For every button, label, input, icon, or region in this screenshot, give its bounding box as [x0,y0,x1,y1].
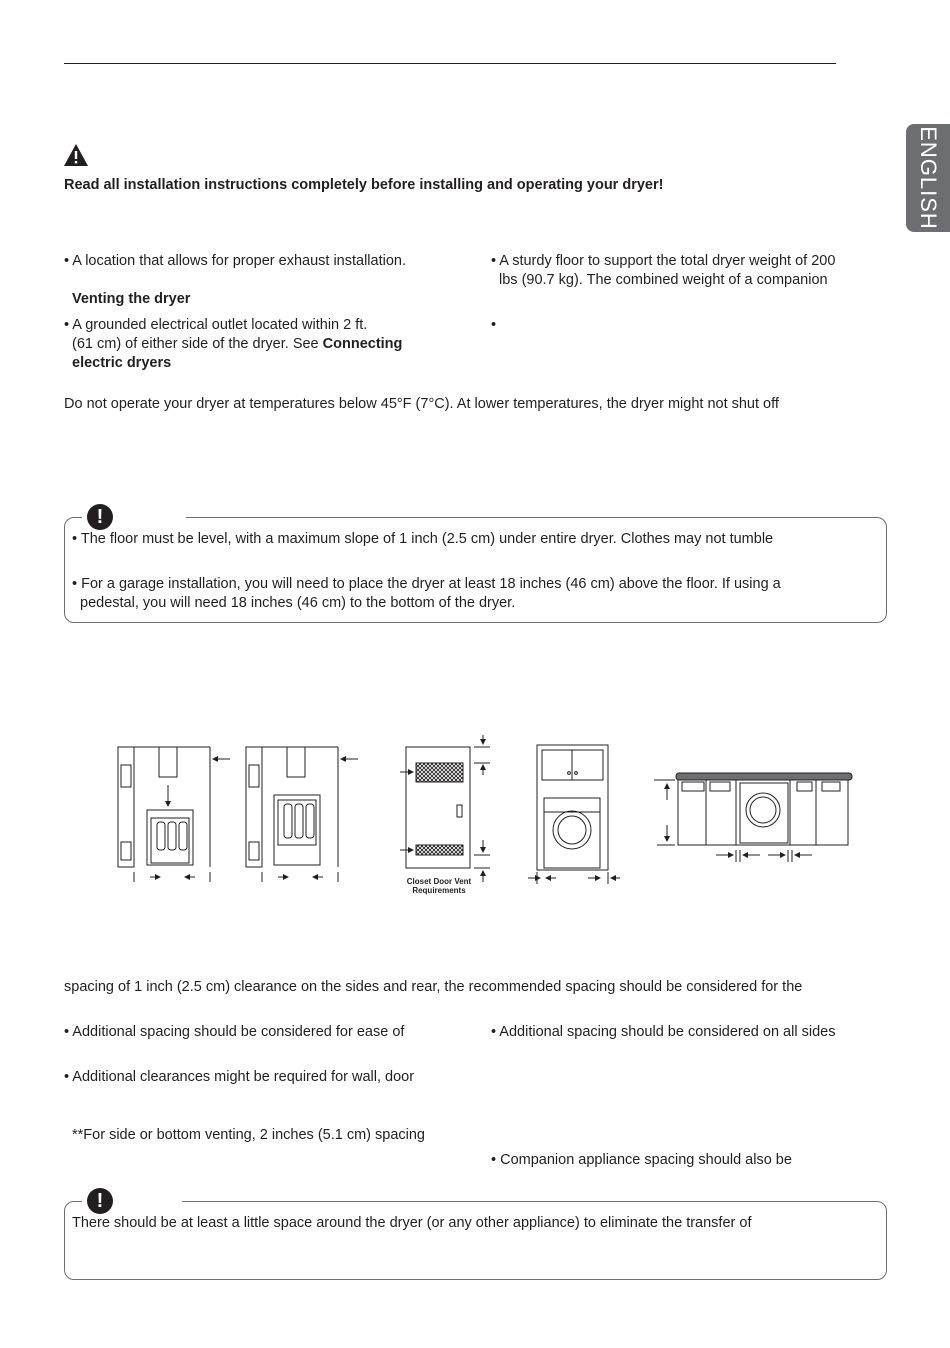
closet-door-diagram [400,735,490,882]
req-outlet-link-1: Connecting [322,336,403,352]
req-floor-line1: • A sturdy floor to support the total dryer weight of 200 [491,253,836,269]
closet-caption-2: Requirements [412,886,466,895]
spacing-left-2: • Additional clearances might be required for wall, door [64,1069,415,1085]
closet-caption-1: Closet Door Vent [406,877,472,886]
req-venting-link: Venting the dryer [72,291,191,307]
note-box-2 [64,1201,887,1280]
alcove-diagram-1 [118,747,230,882]
under-counter-diagram [654,773,852,862]
note1-line3: pedestal, you will need 18 inches (46 cm) to the bottom of the dryer. [80,595,516,611]
spacing-right-1: • Additional spacing should be considered on all sides [491,1024,836,1040]
closet-front-diagram [528,745,620,884]
spacing-left-3: **For side or bottom venting, 2 inches (5.1 cm) spacing [72,1127,425,1143]
spacing-intro: spacing of 1 inch (2.5 cm) clearance on the sides and rear, the recommended spacing should be considered for the [64,979,803,995]
req-floor-line2: lbs (90.7 kg). The combined weight of a companion [499,272,828,288]
alcove-diagram-2 [246,747,358,882]
req-outlet-line2 [72,335,402,354]
header-rule [64,63,836,64]
note1-line1: • The floor must be level, with a maximum slope of 1 inch (2.5 cm) under entire dryer. Clothes may not tumble [72,531,774,547]
language-tab-label: ENGLISH [916,126,941,230]
note2-text: There should be at least a little space around the dryer (or any other appliance) to eliminate the transfer of [72,1215,752,1231]
spacing-right-2: • Companion appliance spacing should also be [491,1152,792,1168]
note1-line2: • For a garage installation, you will need to place the dryer at least 18 inches (46 cm) above the floor. If using a [72,576,781,592]
language-tab [906,124,950,232]
req-outlet-line2-text: (61 cm) of either side of the dryer. See [72,336,323,352]
spacing-left-1: • Additional spacing should be considered for ease of [64,1024,405,1040]
warning-text: Read all installation instructions completely before installing and operating your dryer! [64,177,664,193]
req-outlet-link-2: electric dryers [72,355,172,371]
req-location: • A location that allows for proper exhaust installation. [64,253,406,269]
temperature-text: Do not operate your dryer at temperatures below 45°F (7°C). At lower temperatures, the dryer might not shut off [64,396,779,412]
req-bullet-empty: • [491,317,497,333]
exclamation-icon: ! [87,504,113,530]
req-outlet-line1: • A grounded electrical outlet located within 2 ft. [64,317,368,333]
installation-diagrams [100,725,860,905]
exclamation-icon: ! [87,1188,113,1214]
warning-icon [63,143,89,167]
